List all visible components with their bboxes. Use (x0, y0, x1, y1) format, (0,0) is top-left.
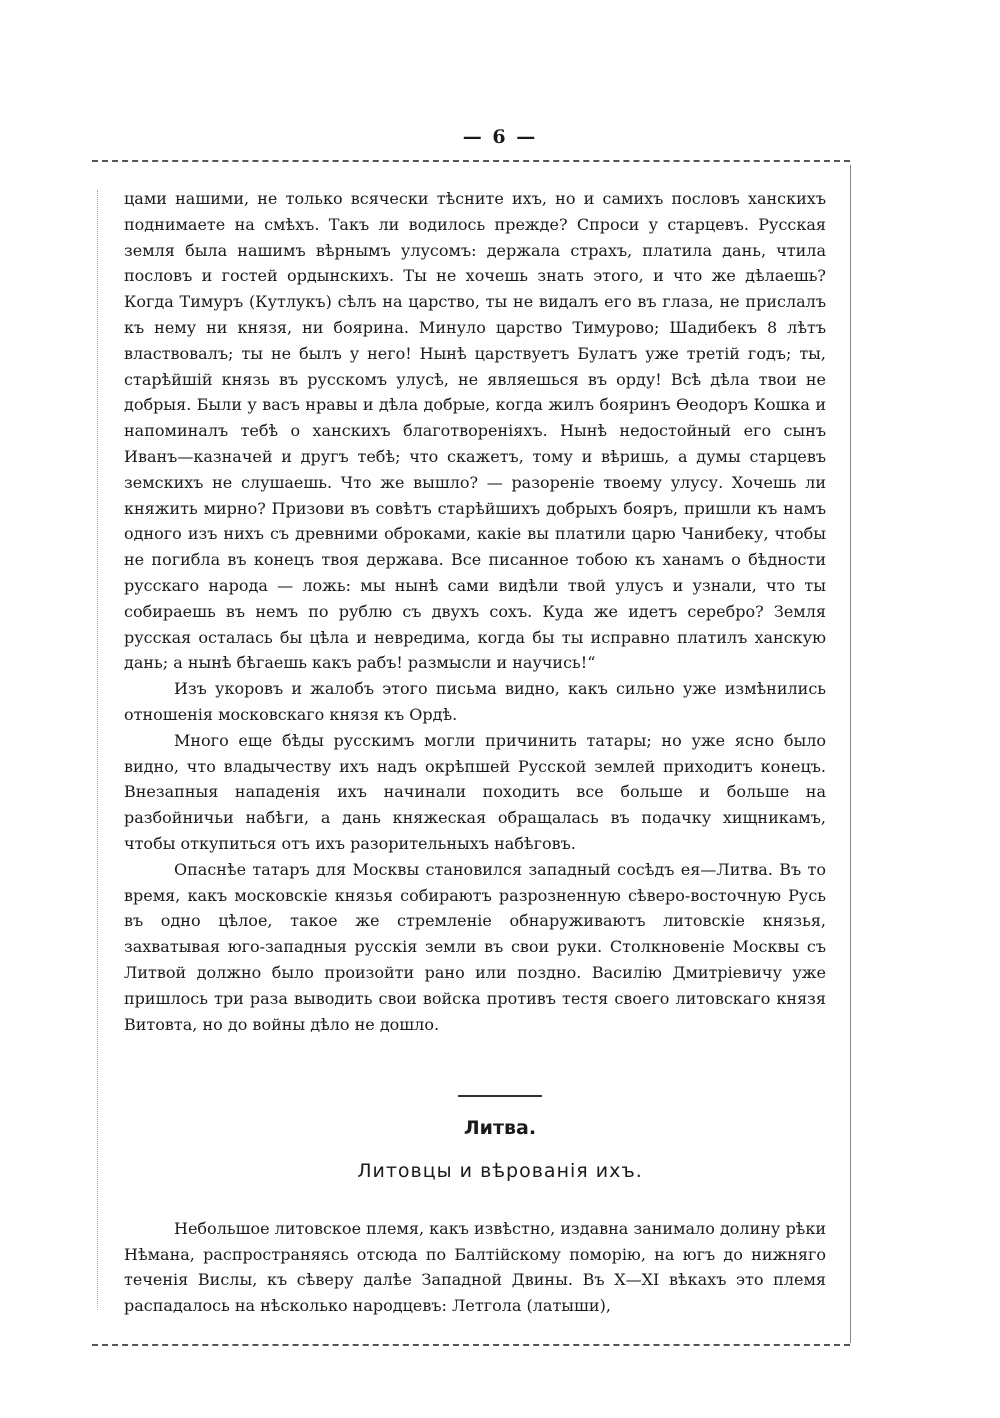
left-page-edge (97, 190, 98, 1310)
page-number: — 6 — (462, 126, 538, 148)
body-paragraph: Много еще бѣды русскимъ могли причинить татары; но уже ясно было видно, что владычеству ихъ надъ окрѣпшей Русской землей приходитъ конецъ. Внезапныя нападенія ихъ начинали походить все больше и больше на разбойничьи набѣги, а дань княжеская обращалась въ подачку хищникамъ, чтобы откупиться отъ ихъ разорительныхъ набѣговъ. (124, 730, 826, 853)
body-paragraph: Изъ укоровъ и жалобъ этого письма видно, какъ сильно уже измѣнились отношенія московскаго князя къ Ордѣ. (124, 679, 826, 724)
section-title: Литва. (463, 1117, 537, 1139)
body-paragraph: Опаснѣе татаръ для Москвы становился западный сосѣдъ ея—Литва. Въ то время, какъ московскіе князья собираютъ разрозненную сѣверо-восточную Русь въ одно цѣлое, такое же стремленіе обнаруживаютъ литовскіе князья, захватывая юго-западныя русскія земли въ свои руки. Столкновеніе Москвы съ Литвой должно было произойти рано или поздно. Василію Дмитріевичу уже пришлось три раза выводить свои войска противъ тестя своего литовскаго князя Витовта, но до войны дѣло не дошло. (124, 859, 826, 1034)
top-dashed-rule (92, 160, 850, 162)
section-separator (0, 1088, 1000, 1104)
main-text (124, 186, 826, 1037)
section-subtitle: Литовцы и вѣрованія ихъ. (357, 1160, 643, 1182)
section-paragraph: Небольшое литовское племя, какъ извѣстно, издавна занимало долину рѣки Нѣмана, распространяясь отсюда по Балтійскому поморію, на югъ до нижняго теченія Вислы, къ сѣверу далѣе Западной Двины. Въ X—XI вѣкахъ это племя распадалось на нѣсколько народцевъ: Летгола (латыши), (124, 1219, 826, 1315)
section-text (124, 1216, 826, 1318)
bottom-dashed-rule (92, 1344, 850, 1346)
letter-continuation-paragraph: цами нашими, не только всячески тѣсните ихъ, но и самихъ пословъ ханскихъ поднимаете на смѣхъ. Такъ ли водилось прежде? Спроси у старцевъ. Русская земля была нашимъ вѣрнымъ улусомъ: держала страхъ, платила дань, чтила пословъ и гостей ордынскихъ. Ты не хочешь знать этого, и что же дѣлаешь? Когда Тимуръ (Кутлукъ) сѣлъ на царство, ты не видалъ его въ глаза, не прислалъ къ нему ни князя, ни боярина. Минуло царство Тимурово; Шадибекъ 8 лѣтъ властвовалъ; ты не былъ у него! Нынѣ царствуетъ Булатъ уже третій годъ; ты, старѣйшій князь въ русскомъ улусѣ, не являешься въ орду! Всѣ дѣла твои не добрыя. Были у васъ нравы и дѣла добрые, когда жилъ бояринъ Ѳеодоръ Кошка и напоминалъ тебѣ о ханскихъ благотвореніяхъ. Нынѣ недостойный его сынъ Иванъ—казначей и другъ тебѣ; что скажетъ, тому и вѣришь, а думы старцевъ земскихъ не слушаешь. Что же вышло? — разореніе твоему улусу. Хочешь ли княжить мирно? Призови въ совѣтъ старѣйшихъ добрыхъ бояръ, пришли къ намъ одного изъ нихъ съ древними оброками, какіе вы платили царю Чанибеку, чтобы не погибла въ конецъ твоя держава. Все писанное тобою къ ханамъ о бѣдности русскаго народа — ложь: мы нынѣ сами видѣли твой улусъ и узнали, что ты собираешь въ немъ по рублю съ двухъ сохъ. Куда же идетъ серебро? Земля русская осталась бы цѣла и невредима, когда бы ты исправно платилъ ханскую дань; а нынѣ бѣгаешь какъ рабъ! размысли и научись!“ (124, 189, 826, 673)
